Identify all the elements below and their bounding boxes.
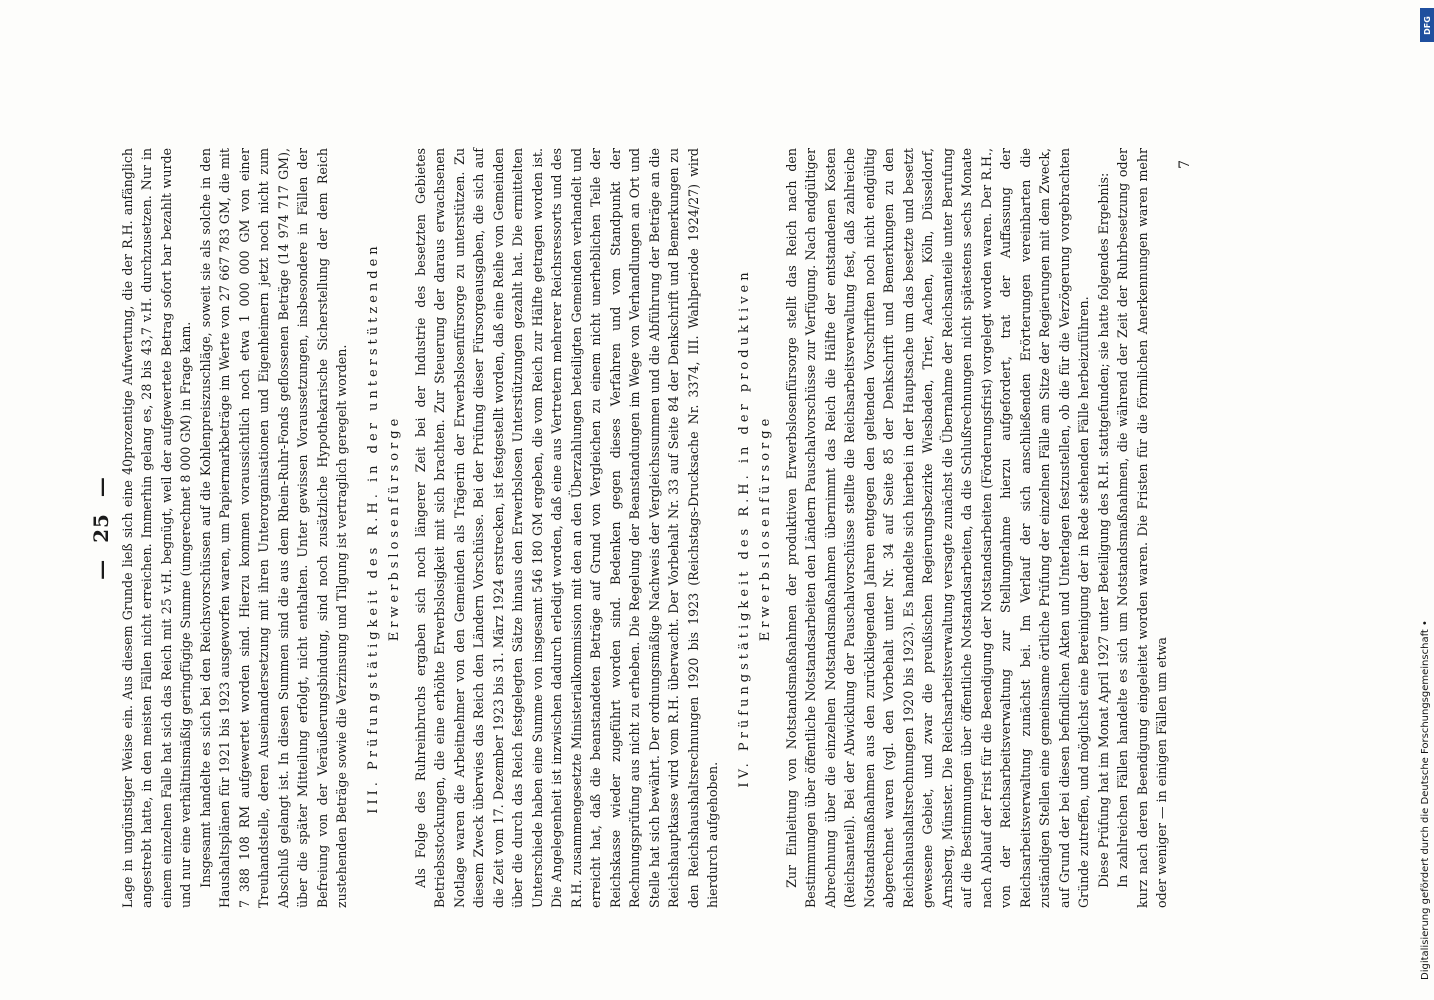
- section-heading-iii: III. Prüfungstätigkeit des R.H. in der unterstützenden: [365, 242, 381, 814]
- dfg-logo: [1420, 8, 1434, 42]
- paragraph: Als Folge des Ruhreinbruchs ergaben sich noch längerer Zeit bei der Industrie des besetzten Gebietes Betriebsstockungen, die eine erhöhte Erwerbslosigkeit mit sich brachten. Zur Steuerung der daraus erwachsenen Notlage waren die Arbeitnehmer von den Gemeinden als Trägerin der Erwerbslosenfürsorge zu unterstützen. Zu diesem Zweck überwies das Reich den Ländern Vorschüsse. Bei der Prüfung dieser Fürsorgeausgaben, die sich auf die Zeit vom 17. Dezember 1923 bis 31. März 1924 erstrecken, ist festgestellt worden, daß eine Reihe von Gemeinden über die durch das Reich festgelegten Sätze hinaus den Erwerbslosen Unterstützungen gezahlt hat. Die ermittelten Unterschiede haben eine Summe von insgesamt 546 180 GM ergeben, die vom Reich zur Hälfte getragen worden ist. Die Angelegenheit ist inzwischen dadurch erledigt worden, daß eine aus Vertretern mehrerer Reichsressorts und des R.H. zusammengesetzte Ministerialkommission mit den an den Überzahlungen beteiligten Gemeinden verhandelt und erreicht hat, daß die beanstandeten Beträge auf Grund von Vergleichen zu einem nicht unerheblichen Teile der Reichskasse wieder zugeführt worden sind. Bedenken gegen dieses Verfahren und vom Standpunkt der Rechnungsprüfung aus nicht zu erheben. Die Regelung der Beanstandungen im Wege von Verhandlungen an Ort und Stelle hat sich bewährt. Der ordnungsmäßige Nachweis der Vergleichssummen und die Abführung der Beträge an die Reichshauptkasse wird vom R.H. überwacht. Der Vorbehalt Nr. 33 auf Seite 84 der Denkschrift und Bemerkungen zu den Reichshaushaltsrechnungen 1920 bis 1923 (Reichstags-Drucksache Nr. 3374, III. Wahlperiode 1924/27) wird hierdurch aufgehoben.: [412, 148, 720, 908]
- section-subheading-iv: Erwerbslosenfürsorge: [758, 414, 773, 642]
- rotated-page-content: [89, 148, 1292, 908]
- dfg-logo-text: DFG: [1422, 15, 1432, 35]
- section-subheading-iii: Erwerbslosenfürsorge: [387, 414, 402, 642]
- page-number: [89, 148, 113, 908]
- digitization-note: Digitalisierung gefördert durch die Deutsche Forschungsgemeinschaft •: [1420, 620, 1431, 980]
- paragraph: Insgesamt handelte es sich bei den Reichsvorschüssen auf die Kohlenpreiszuschläge, soweit sie als solche in den Haushaltsplänen für 1921 bis 1923 ausgeworfen waren, um Papiermarkbeträge im Werte von 27 667 783 GM, die mit 7 388 108 RM aufgewertet worden sind. Hierzu kommen voraussichtlich noch etwa 1 000 000 GM von einer Treuhandstelle, deren Auseinandersetzung mit ihren Unterorganisationen und Eigenheimern jetzt noch nicht zum Abschluß gelangt ist. In diesen Summen sind die aus dem Rhein-Ruhr-Fonds geflossenen Beträge (14 974 717 GM), über die später Mitteilung erfolgt, nicht enthalten. Unter gewissen Voraussetzungen, insbesondere in Fällen der Befreiung von der Veräußerungsbindung, sind noch zusätzliche Hypothekarische Sicherstellung der dem Reich zustehenden Beträge sowie die Verzinsung und Tilgung ist vertraglich geregelt worden.: [197, 148, 349, 908]
- dash-right: —: [89, 476, 113, 498]
- paragraph: Lage in ungünstiger Weise ein. Aus diesem Grunde ließ sich eine 40prozentige Aufwertung, die der R.H. anfänglich angestrebt hatte, in den meisten Fällen nicht erreichen. Immerhin gelang es, 28 bis 43,7 v.H. durchzusetzen. Nur in einem einzelnen Falle hat sich das Reich mit 25 v.H. begnügt, weil der aufgewertete Betrag sofort bar bezahlt wurde und nur eine verhältnismäßig geringfügige Summe (umgerechnet 8 000 GM) in Frage kam.: [119, 148, 193, 908]
- page-number-value: 25: [89, 513, 113, 543]
- signature-mark: 7: [1176, 160, 1193, 169]
- paragraph: Zur Einleitung von Notstandsmaßnahmen der produktiven Erwerbslosenfürsorge stellt das Reich nach den Bestimmungen über öffentliche Notstandsarbeiten den Ländern Pauschalvorschüsse zur Verfügung. Nach endgültiger Abrechnung über die einzelnen Notstandsmaßnahmen übernimmt das Reich die Hälfte der entstandenen Kosten (Reichsanteil). Bei der Abwicklung der Pauschalvorschüsse stellte die Reichsarbeitsverwaltung fest, daß zahlreiche Notstandsmaßnahmen aus den zurückliegenden Jahren entgegen den geltenden Vorschriften noch nicht endgültig abgerechnet waren (vgl. den Vorbehalt unter Nr. 34 auf Seite 85 der Denkschrift und Bemerkungen zu den Reichshaushaltsrechnungen 1920 bis 1923). Es handelte sich hierbei in der Hauptsache um das besetzte und besetzt gewesene Gebiet, und zwar die preußischen Regierungsbezirke Wiesbaden, Trier, Aachen, Köln, Düsseldorf, Arnsberg, Münster. Die Reichsarbeitsverwaltung versagte zunächst die Übernahme der Reichsanteile unter Berufung auf die Bestimmungen über öffentliche Notstandsarbeiten, da die Schlußrechnungen nicht spätestens sechs Monate nach Ablauf der Frist für die Beendigung der Notstandsarbeiten (Förderungsfrist) vorgelegt worden waren. Der R.H., von der Reichsarbeitsverwaltung zur Stellungnahme hierzu aufgefordert, trat der Auffassung der Reichsarbeitsverwaltung zunächst bei. Im Verlauf der sich anschließenden Erörterungen vereinbarten die zuständigen Stellen eine gemeinsame örtliche Prüfung der einzelnen Fälle am Sitze der Regierungen mit dem Zweck, auf Grund der bei diesen befindlichen Akten und Unterlagen festzustellen, ob die für die Verzögerung vorgebrachten Gründe zutreffen, und möglichst eine Bereinigung der in Rede stehenden Fälle herbeizuführen.: [783, 148, 1091, 908]
- dash-left: —: [89, 558, 113, 580]
- section-heading-iv: IV. Prüfungstätigkeit des R.H. in der produktiven: [736, 268, 752, 788]
- paragraph: In zahlreichen Fällen handelte es sich um Notstandsmaßnahmen, die während der Zeit der Ruhrbesetzung oder kurz nach deren Beendigung eingeleitet worden waren. Die Fristen für die förmlichen Anerkennungen waren mehr oder weniger — in einigen Fällen um etwa: [1115, 148, 1169, 908]
- paragraph: Diese Prüfung hat im Monat April 1927 unter Beteiligung des R.H. stattgefunden; sie hatte folgendes Ergebnis:: [1095, 172, 1111, 888]
